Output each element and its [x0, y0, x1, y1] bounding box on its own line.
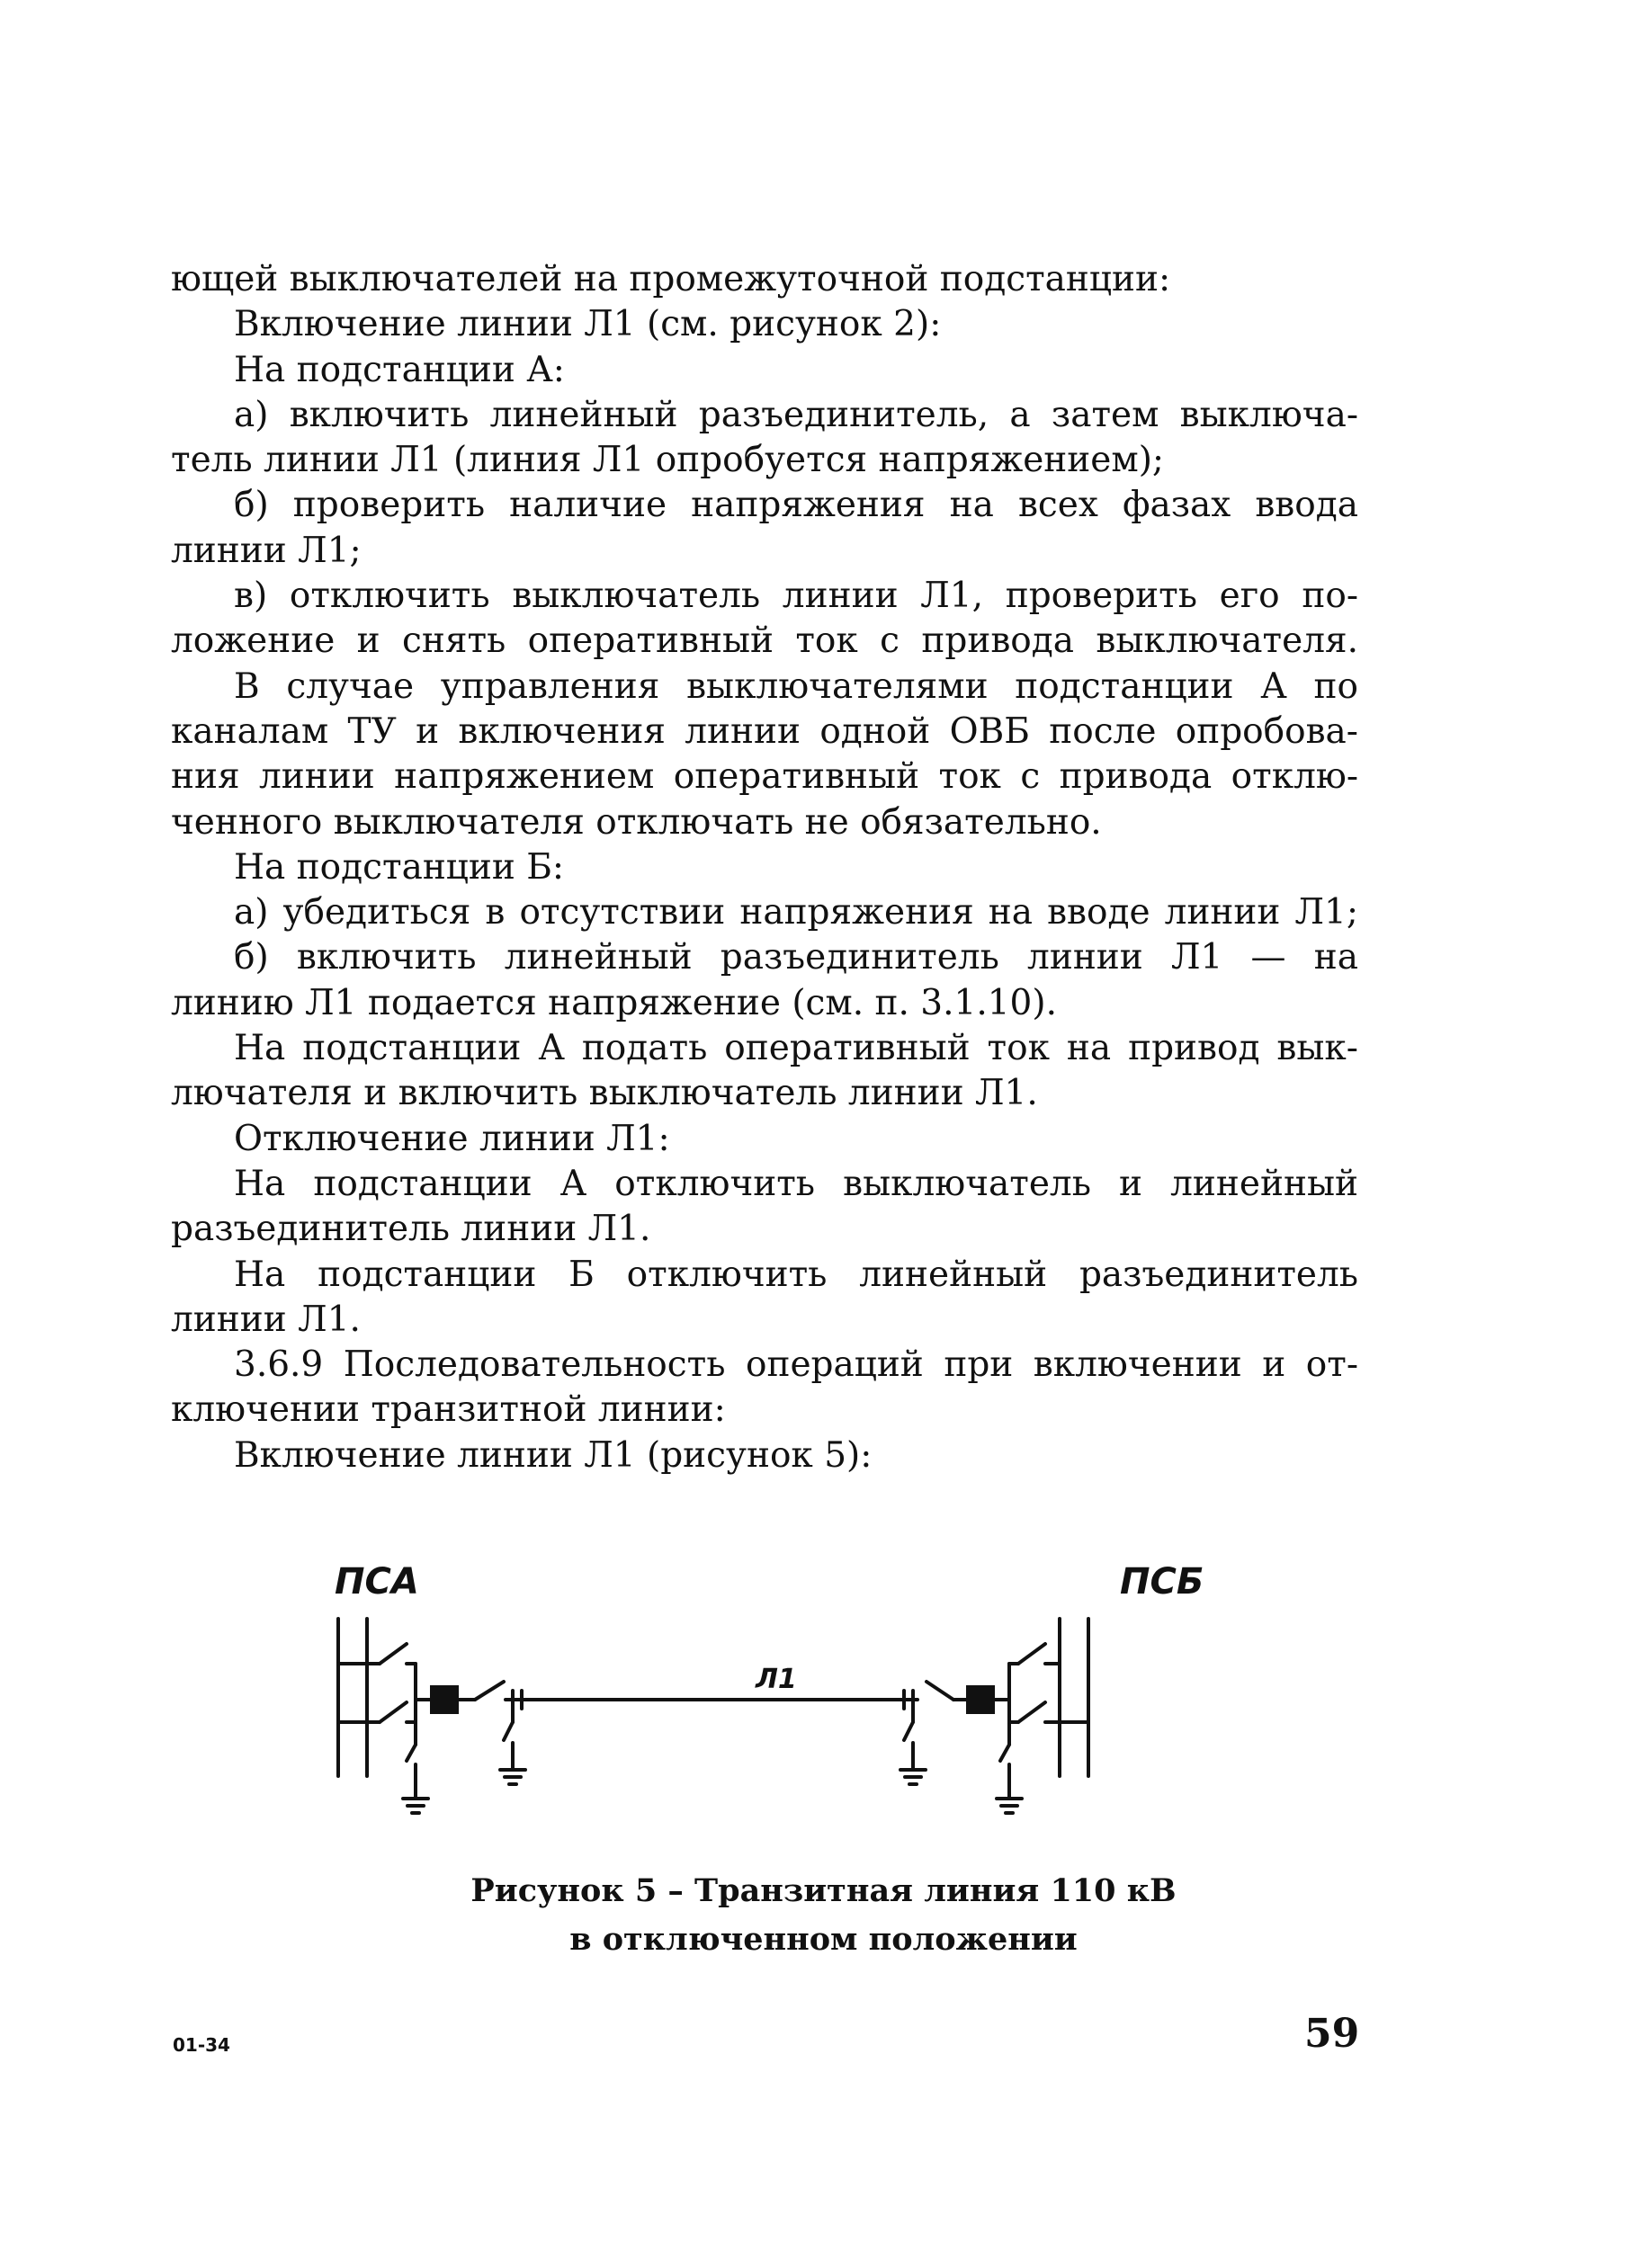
- text-line: На подстанции А отключить выключатель и линейный: [234, 1163, 1358, 1204]
- line-l1-label: Л1: [756, 1664, 797, 1695]
- text-line: На подстанции Б:: [234, 846, 565, 888]
- text-line: На подстанции А подать оперативный ток на привод вык-: [234, 1028, 1358, 1069]
- line-disconnector-a: [457, 1682, 882, 1709]
- text-line: линии Л1;: [171, 530, 362, 571]
- substation-b-busbars: [1060, 1619, 1088, 1776]
- line-grounding-a: [500, 1700, 525, 1784]
- text-line: На подстанции Б отключить линейный разъединитель: [234, 1254, 1358, 1295]
- substation-b-label: ПСБ: [1120, 1561, 1204, 1603]
- figure-caption-line-2: в отключенном положении: [569, 1921, 1078, 1958]
- line-disconnector-b: [882, 1682, 968, 1700]
- document-code: 01-34: [173, 2034, 230, 2056]
- figure-caption-line-1: Рисунок 5 – Транзитная линия 110 кВ: [470, 1872, 1177, 1909]
- text-line: линию Л1 подается напряжение (см. п. 3.1.10).: [171, 982, 1057, 1023]
- text-line: каналам ТУ и включения линии одной ОВБ после опробова-: [171, 710, 1358, 752]
- text-line: б) включить линейный разъединитель линии Л1 — на: [234, 937, 1358, 978]
- text-line: а) включить линейный разъединитель, а затем выключа-: [234, 394, 1358, 435]
- text-line: разъединитель линии Л1.: [171, 1209, 651, 1250]
- text-line: Включение линии Л1 (см. рисунок 2):: [234, 304, 942, 345]
- text-line: В случае управления выключателями подстанции А по: [234, 665, 1358, 707]
- text-line: ченного выключателя отключать не обязательно.: [171, 801, 1102, 843]
- breaker-b: [968, 1687, 993, 1712]
- text-line: тель линии Л1 (линия Л1 опробуется напряжением);: [171, 440, 1165, 481]
- text-line: 3.6.9 Последовательность операций при включении и от-: [234, 1344, 1358, 1386]
- bus-disconnectors-a: [367, 1644, 432, 1745]
- text-line: линии Л1.: [171, 1299, 361, 1340]
- text-line: а) убедиться в отсутствии напряжения на вводе линии Л1;: [234, 892, 1358, 933]
- text-line: На подстанции А:: [234, 349, 565, 390]
- substation-a-busbars: [338, 1619, 367, 1776]
- page-number: 59: [1304, 2011, 1360, 2057]
- text-line: ложение и снять оперативный ток с привода выключателя.: [171, 621, 1358, 662]
- bus-disconnectors-b: [993, 1644, 1060, 1745]
- substation-a-label: ПСА: [335, 1561, 419, 1603]
- text-line: ния линии напряжением оперативный ток с привода отклю-: [171, 756, 1358, 798]
- text-line: в) отключить выключатель линии Л1, проверить его по-: [234, 576, 1358, 617]
- text-line: б) проверить наличие напряжения на всех фазах ввода: [234, 485, 1358, 526]
- breaker-a: [432, 1687, 457, 1712]
- text-line: ключении транзитной линии:: [171, 1389, 726, 1431]
- text-line: лючателя и включить выключатель линии Л1.: [171, 1073, 1038, 1114]
- grounding-switch-b: [997, 1745, 1022, 1813]
- text-line: Включение линии Л1 (рисунок 5):: [234, 1434, 873, 1476]
- text-line: Отключение линии Л1:: [234, 1118, 670, 1159]
- text-line: ющей выключателей на промежуточной подстанции:: [171, 259, 1171, 299]
- body-text: [171, 257, 1358, 1478]
- grounding-switch-a: [403, 1745, 428, 1813]
- transit-line-diagram: [324, 1556, 1232, 1826]
- line-grounding-b: [900, 1691, 926, 1784]
